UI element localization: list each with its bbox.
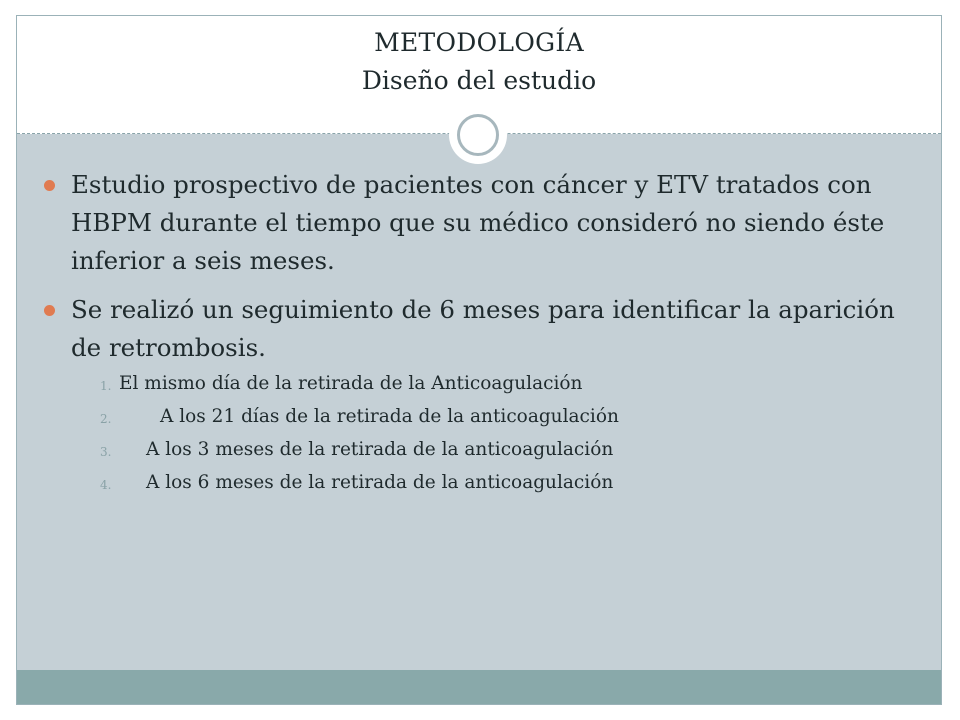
bullet-item — [44, 166, 914, 280]
numbered-sublist — [100, 371, 860, 503]
sublist-item — [100, 404, 860, 437]
sublist-text: El mismo día de la retirada de la Anticoagulación — [119, 373, 583, 394]
slide-subtitle: Diseño del estudio — [361, 66, 597, 95]
bullet-dot-icon — [44, 180, 55, 191]
sublist-item — [100, 371, 860, 404]
bullet-text: Estudio prospectivo de pacientes con cáncer y ETV tratados con HBPM durante el tiempo que su médico consideró no siendo éste inferior a seis meses. — [71, 170, 885, 275]
sublist-number: 4. — [100, 478, 112, 492]
bullet-list — [44, 166, 914, 367]
sublist-text: A los 3 meses de la retirada de la anticoagulación — [146, 439, 614, 460]
bullet-dot-icon — [44, 305, 55, 316]
sublist-text: A los 6 meses de la retirada de la anticoagulación — [146, 472, 614, 493]
sublist-item — [100, 470, 860, 503]
sublist-number: 2. — [100, 412, 112, 426]
bullet-text: Se realizó un seguimiento de 6 meses para identificar la aparición de retrombosis. — [71, 295, 895, 362]
footer-bar — [17, 670, 941, 704]
sublist-number: 3. — [100, 445, 112, 459]
sublist-item — [100, 437, 860, 470]
ring-ornament-inner — [457, 114, 499, 156]
slide-title: METODOLOGÍA — [374, 28, 584, 57]
sublist-number: 1. — [100, 379, 112, 393]
sublist-text: A los 21 días de la retirada de la anticoagulación — [160, 406, 619, 427]
bullet-item — [44, 291, 914, 367]
